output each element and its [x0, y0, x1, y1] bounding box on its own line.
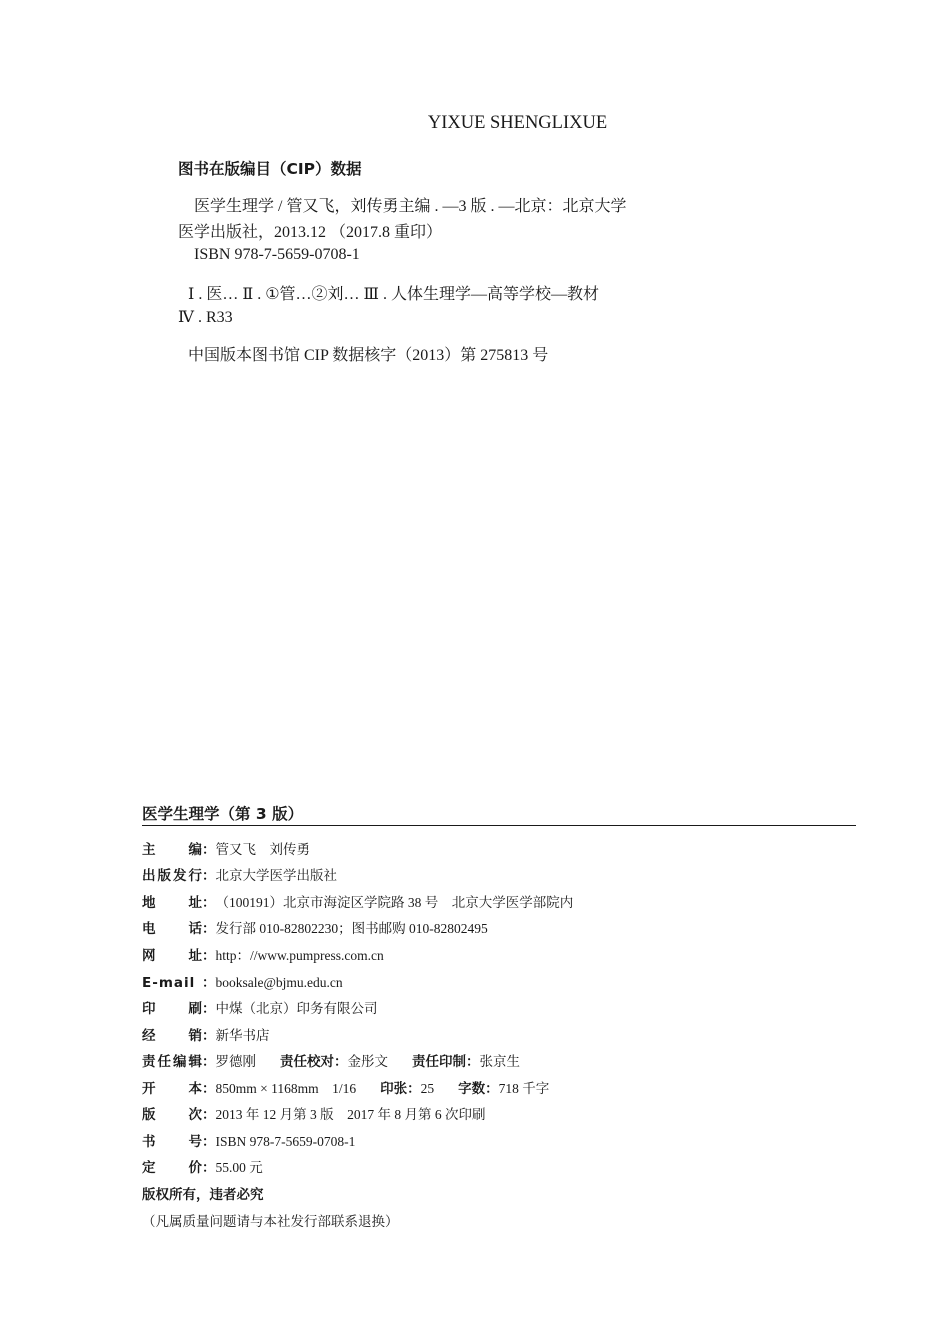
sheets-value: 25	[420, 1081, 435, 1096]
row-label: E-mail	[142, 975, 196, 991]
responsible-print-label: 责任印制	[412, 1054, 466, 1070]
imprint-row-format: 开本 ： 850mm × 1168mm 1/16 印张 ： 25 字数 ： 718 千字	[142, 1077, 549, 1097]
row-value: 北京大学医学出版社	[215, 868, 337, 883]
words-value: 718 千字	[498, 1081, 550, 1096]
responsible-proof-value: 金彤文	[347, 1054, 388, 1069]
row-value: （100191）北京市海淀区学院路 38 号 北京大学医学部院内	[215, 895, 574, 910]
row-label: 定价	[142, 1160, 202, 1176]
cip-line-5: Ⅳ . R33	[178, 309, 233, 326]
pinyin-title: YIXUE SHENGLIXUE	[427, 113, 608, 133]
responsible-proof-label: 责任校对	[280, 1054, 334, 1070]
cip-line-4: Ⅰ . 医… Ⅱ . ①管…②刘… Ⅲ . 人体生理学—高等学校—教材	[188, 286, 599, 303]
row-label: 印刷	[142, 1001, 202, 1017]
responsible-print-value: 张京生	[479, 1054, 520, 1069]
cip-heading: 图书在版编目（CIP）数据	[178, 160, 362, 178]
quality-notice	[142, 1210, 399, 1230]
row-value: 管又飞 刘传勇	[215, 842, 310, 857]
row-value: 2013 年 12 月第 3 版 2017 年 8 月第 6 次印刷	[215, 1107, 486, 1122]
row-label: 开本	[142, 1081, 202, 1097]
imprint-row-price: 定价 ： 55.00 元	[142, 1156, 263, 1176]
imprint-title: 医学生理学（第 3 版）	[142, 805, 304, 823]
cip-line-2: 医学出版社，2013.12 （2017.8 重印）	[178, 224, 443, 241]
rights-statement	[142, 1183, 264, 1203]
imprint-row-website: 网址 ： http：//www.pumpress.com.cn	[142, 944, 384, 964]
imprint-row-editor: 主编 ： 管又飞 刘传勇	[142, 838, 310, 858]
imprint-row-printer: 印刷 ： 中煤（北京）印务有限公司	[142, 997, 378, 1017]
email-link[interactable]: booksale@bjmu.edu.cn	[215, 975, 343, 990]
rights-text: 版权所有，违者必究	[142, 1187, 264, 1203]
row-value: 中煤（北京）印务有限公司	[215, 1001, 378, 1016]
imprint-row-phone: 电话 ： 发行部 010-82802230；图书邮购 010-82802495	[142, 917, 488, 937]
row-label: 经销	[142, 1028, 202, 1044]
cip-line-1: 医学生理学 / 管又飞，刘传勇主编 . —3 版 . —北京：北京大学	[194, 198, 627, 215]
website-link[interactable]: http：//www.pumpress.com.cn	[215, 948, 384, 963]
format-value: 850mm × 1168mm 1/16	[215, 1081, 357, 1096]
notice-text: （凡属质量问题请与本社发行部联系退换）	[142, 1214, 399, 1229]
cip-line-3: ISBN 978-7-5659-0708-1	[194, 246, 360, 263]
imprint-row-edition: 版次 ： 2013 年 12 月第 3 版 2017 年 8 月第 6 次印刷	[142, 1103, 486, 1123]
cip-line-6: 中国版本图书馆 CIP 数据核字（2013）第 275813 号	[188, 347, 549, 364]
row-label: 网址	[142, 948, 202, 964]
imprint-row-responsible: 责任编辑 ： 罗德刚 责任校对 ： 金彤文 责任印制 ： 张京生	[142, 1050, 520, 1070]
imprint-row-publisher: 出版发行 ： 北京大学医学出版社	[142, 864, 337, 884]
row-label: 书号	[142, 1134, 202, 1150]
responsible-editor-value: 罗德刚	[215, 1054, 256, 1069]
imprint-row-address: 地址 ： （100191）北京市海淀区学院路 38 号 北京大学医学部院内	[142, 891, 573, 911]
row-value: 新华书店	[215, 1028, 270, 1043]
responsible-editor-label: 责任编辑	[142, 1054, 202, 1070]
row-label: 电话	[142, 921, 202, 937]
words-label: 字数	[458, 1081, 486, 1097]
imprint-row-isbn: 书号 ： ISBN 978-7-5659-0708-1	[142, 1130, 355, 1150]
row-value: 发行部 010-82802230；图书邮购 010-82802495	[215, 921, 488, 936]
imprint-row-email: E-mail ： booksale@bjmu.edu.cn	[142, 975, 343, 991]
row-value: ISBN 978-7-5659-0708-1	[215, 1134, 356, 1149]
row-label: 主编	[142, 842, 202, 858]
imprint-row-seller: 经销 ： 新华书店	[142, 1024, 270, 1044]
row-label: 出版发行	[142, 868, 202, 884]
sheets-label: 印张	[380, 1081, 408, 1097]
row-label: 版次	[142, 1107, 202, 1123]
row-value: 55.00 元	[215, 1160, 263, 1175]
imprint-divider	[142, 825, 856, 826]
row-label: 地址	[142, 895, 202, 911]
